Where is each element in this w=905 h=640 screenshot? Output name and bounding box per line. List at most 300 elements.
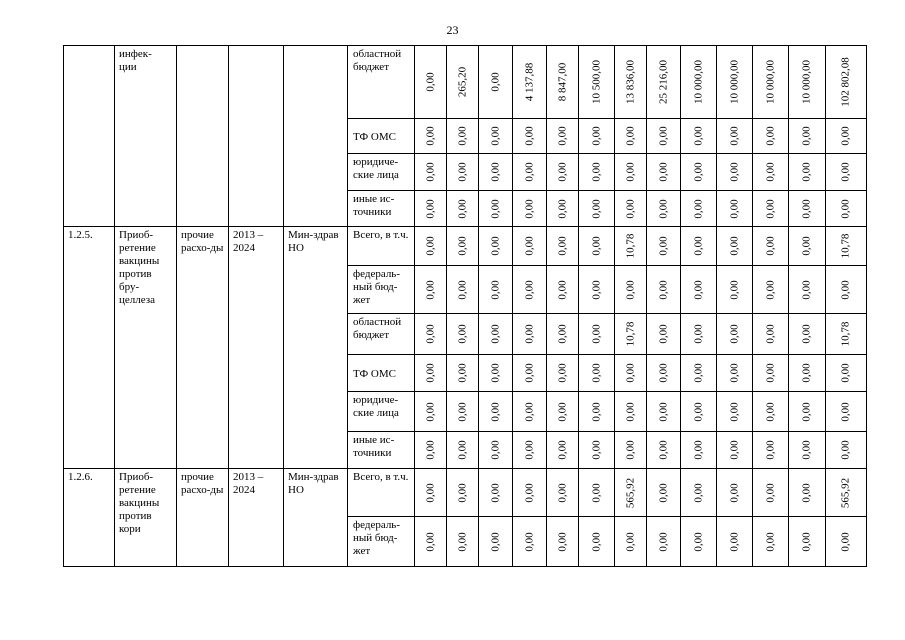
item-code: [64, 46, 115, 227]
value-text: 0,00: [800, 363, 813, 383]
value-text: 10 000,00: [764, 60, 776, 104]
value-cell: [415, 392, 447, 432]
value-text: 0,00: [424, 236, 436, 256]
funding-source: областной бюджет: [348, 46, 415, 119]
value-cell: [447, 314, 479, 355]
value-text: 0,00: [624, 440, 636, 460]
value-text: 0,00: [489, 401, 501, 422]
value-text: 10,78: [624, 233, 636, 259]
value-cell: [579, 154, 615, 191]
value-text: 0,00: [657, 531, 669, 552]
value-text: 0,00: [523, 126, 535, 146]
value-text: 0,00: [556, 363, 568, 383]
value-cell: [447, 266, 479, 314]
value-text: 0,00: [456, 324, 468, 344]
value-text: 0,00: [839, 363, 852, 383]
expense-type: [177, 46, 229, 227]
expense-type: прочие расхо-ды: [177, 469, 229, 567]
table-body: [64, 46, 867, 567]
value-cell: [513, 314, 547, 355]
value-text: 0,00: [764, 162, 776, 182]
value-cell: [789, 355, 826, 392]
value-cell: [513, 432, 547, 469]
value-cell: [479, 266, 513, 314]
value-cell: [826, 314, 867, 355]
value-cell: [647, 314, 681, 355]
value-text: 0,00: [728, 324, 740, 344]
funding-source: иные ис-точники: [348, 191, 415, 227]
value-text: 0,00: [590, 126, 602, 146]
value-text: 0,00: [556, 162, 568, 182]
value-cell: [447, 191, 479, 227]
value-text: 0,00: [692, 198, 704, 219]
value-cell: [513, 227, 547, 266]
value-cell: [647, 191, 681, 227]
value-text: 0,00: [590, 401, 602, 422]
value-text: 0,00: [692, 126, 704, 146]
value-text: 0,00: [624, 279, 636, 300]
value-cell: [579, 517, 615, 567]
value-cell: [789, 392, 826, 432]
value-cell: [479, 469, 513, 517]
value-cell: [447, 227, 479, 266]
value-text: 0,00: [839, 279, 852, 300]
value-text: 0,00: [590, 324, 602, 344]
value-cell: [415, 227, 447, 266]
value-text: 0,00: [764, 198, 776, 219]
value-cell: [579, 227, 615, 266]
value-text: 565,92: [624, 477, 636, 508]
value-cell: [826, 432, 867, 469]
value-text: 0,00: [523, 363, 535, 383]
value-text: 0,00: [839, 126, 852, 146]
value-cell: [753, 432, 789, 469]
item-name: инфек- ции: [115, 46, 177, 227]
value-cell: [717, 517, 753, 567]
funding-source: ТФ ОМС: [348, 355, 415, 392]
value-cell: [681, 314, 717, 355]
value-cell: [681, 46, 717, 119]
value-text: 0,00: [657, 363, 669, 383]
value-text: 0,00: [692, 531, 704, 552]
value-text: 0,00: [692, 363, 704, 383]
value-text: 0,00: [657, 236, 669, 256]
value-cell: [447, 469, 479, 517]
value-cell: [753, 46, 789, 119]
value-text: 0,00: [590, 482, 602, 503]
value-cell: [826, 266, 867, 314]
value-text: 0,00: [839, 531, 852, 552]
value-cell: [647, 469, 681, 517]
value-cell: [615, 314, 647, 355]
value-cell: [647, 154, 681, 191]
value-cell: [415, 46, 447, 119]
value-text: 0,00: [456, 198, 468, 219]
value-text: 0,00: [424, 198, 436, 219]
value-cell: [647, 517, 681, 567]
value-cell: [479, 432, 513, 469]
value-cell: [479, 154, 513, 191]
item-code: 1.2.5.: [64, 227, 115, 469]
value-text: 0,00: [424, 126, 436, 146]
value-text: 0,00: [839, 198, 852, 219]
value-cell: [717, 469, 753, 517]
value-cell: [547, 355, 579, 392]
value-cell: [579, 355, 615, 392]
value-text: 0,00: [523, 162, 535, 182]
value-cell: [479, 392, 513, 432]
value-cell: [479, 119, 513, 154]
value-cell: [447, 46, 479, 119]
value-text: 0,00: [764, 401, 776, 422]
value-text: 0,00: [424, 363, 436, 383]
value-text: 0,00: [657, 126, 669, 146]
value-text: 0,00: [556, 531, 568, 552]
value-text: 0,00: [800, 162, 813, 182]
item-name: Приоб-ретение вакцины против кори: [115, 469, 177, 567]
value-text: 0,00: [523, 324, 535, 344]
value-cell: [647, 227, 681, 266]
value-cell: [753, 314, 789, 355]
value-text: 0,00: [800, 279, 813, 300]
value-cell: [513, 355, 547, 392]
value-cell: [513, 119, 547, 154]
value-text: 0,00: [728, 126, 740, 146]
value-text: 0,00: [424, 440, 436, 460]
value-text: 0,00: [764, 531, 776, 552]
value-text: 0,00: [800, 198, 813, 219]
value-text: 0,00: [728, 531, 740, 552]
value-text: 0,00: [692, 236, 704, 256]
value-text: 0,00: [489, 279, 501, 300]
value-text: 0,00: [523, 401, 535, 422]
value-cell: [579, 191, 615, 227]
value-cell: [447, 355, 479, 392]
page-number: 23: [446, 23, 459, 37]
value-text: 0,00: [489, 198, 501, 219]
value-cell: [789, 517, 826, 567]
value-cell: [513, 191, 547, 227]
value-text: 0,00: [657, 324, 669, 344]
value-text: 0,00: [728, 440, 740, 460]
value-cell: [647, 119, 681, 154]
executor: Мин-здрав НО: [284, 227, 348, 469]
value-cell: [789, 314, 826, 355]
value-text: 0,00: [556, 324, 568, 344]
funding-source: федераль-ный бюд-жет: [348, 517, 415, 567]
value-cell: [415, 314, 447, 355]
value-cell: [789, 46, 826, 119]
value-cell: [647, 46, 681, 119]
value-text: 25 216,00: [657, 60, 669, 104]
period: [229, 46, 284, 227]
value-cell: [753, 119, 789, 154]
value-cell: [753, 266, 789, 314]
value-cell: [513, 266, 547, 314]
value-text: 0,00: [556, 198, 568, 219]
value-cell: [547, 266, 579, 314]
value-cell: [547, 191, 579, 227]
value-text: 0,00: [728, 236, 740, 256]
value-cell: [826, 191, 867, 227]
funding-source: иные ис-точники: [348, 432, 415, 469]
value-text: 0,00: [657, 198, 669, 219]
funding-source: ТФ ОМС: [348, 119, 415, 154]
value-cell: [615, 469, 647, 517]
funding-source: юридиче-ские лица: [348, 392, 415, 432]
value-cell: [415, 469, 447, 517]
value-text: 0,00: [489, 236, 501, 256]
value-cell: [615, 46, 647, 119]
table-row: [64, 227, 867, 266]
value-text: 0,00: [424, 324, 436, 344]
value-cell: [789, 191, 826, 227]
value-cell: [681, 119, 717, 154]
value-text: 0,00: [728, 162, 740, 182]
value-text: 0,00: [624, 162, 636, 182]
value-cell: [647, 355, 681, 392]
value-cell: [547, 119, 579, 154]
value-text: 0,00: [424, 482, 436, 503]
value-text: 8 847,00: [556, 62, 568, 102]
value-cell: [415, 191, 447, 227]
value-cell: [789, 154, 826, 191]
value-text: 0,00: [728, 482, 740, 503]
value-cell: [547, 517, 579, 567]
value-cell: [579, 469, 615, 517]
value-text: 0,00: [523, 198, 535, 219]
value-cell: [547, 432, 579, 469]
value-cell: [826, 517, 867, 567]
value-text: 0,00: [590, 531, 602, 552]
value-text: 0,00: [424, 72, 436, 92]
value-cell: [447, 392, 479, 432]
value-text: 0,00: [800, 482, 813, 503]
value-text: 0,00: [523, 440, 535, 460]
value-cell: [717, 314, 753, 355]
value-cell: [615, 432, 647, 469]
value-text: 0,00: [692, 401, 704, 422]
value-cell: [789, 469, 826, 517]
value-cell: [826, 392, 867, 432]
value-cell: [513, 46, 547, 119]
value-text: 0,00: [523, 531, 535, 552]
value-text: 0,00: [657, 401, 669, 422]
value-cell: [753, 355, 789, 392]
value-cell: [717, 119, 753, 154]
value-cell: [789, 227, 826, 266]
value-cell: [681, 469, 717, 517]
value-text: 0,00: [489, 482, 501, 503]
value-text: 10 500,00: [590, 60, 602, 104]
value-text: 0,00: [692, 162, 704, 182]
value-text: 0,00: [456, 482, 468, 503]
value-text: 0,00: [556, 440, 568, 460]
value-cell: [681, 191, 717, 227]
value-cell: [615, 191, 647, 227]
value-cell: [579, 119, 615, 154]
value-text: 0,00: [456, 440, 468, 460]
value-text: 0,00: [657, 279, 669, 300]
value-text: 0,00: [800, 440, 813, 460]
value-cell: [513, 392, 547, 432]
value-cell: [579, 46, 615, 119]
value-text: 10,78: [839, 321, 852, 347]
value-text: 10,78: [624, 321, 636, 347]
value-text: 0,00: [839, 440, 852, 460]
item-code: 1.2.6.: [64, 469, 115, 567]
value-text: 0,00: [800, 236, 813, 256]
value-cell: [479, 227, 513, 266]
value-text: 0,00: [800, 324, 813, 344]
value-text: 265,20: [456, 66, 468, 98]
value-text: 0,00: [590, 279, 602, 300]
executor: [284, 46, 348, 227]
value-cell: [513, 469, 547, 517]
value-text: 0,00: [456, 162, 468, 182]
value-text: 0,00: [424, 531, 436, 552]
value-cell: [579, 392, 615, 432]
value-text: 0,00: [489, 162, 501, 182]
value-cell: [447, 154, 479, 191]
value-text: 0,00: [764, 440, 776, 460]
value-text: 0,00: [590, 440, 602, 460]
value-cell: [547, 469, 579, 517]
value-text: 0,00: [556, 126, 568, 146]
value-text: 0,00: [523, 279, 535, 300]
value-cell: [447, 119, 479, 154]
value-cell: [547, 154, 579, 191]
value-text: 0,00: [624, 363, 636, 383]
value-text: 0,00: [839, 401, 852, 422]
value-text: 0,00: [590, 363, 602, 383]
value-text: 102 802,08: [839, 57, 852, 107]
value-cell: [681, 355, 717, 392]
value-text: 0,00: [624, 126, 636, 146]
value-cell: [615, 392, 647, 432]
value-text: 0,00: [456, 126, 468, 146]
value-cell: [681, 227, 717, 266]
value-text: 0,00: [456, 401, 468, 422]
value-text: 0,00: [764, 126, 776, 146]
funding-source: Всего, в т.ч.: [348, 227, 415, 266]
value-text: 0,00: [556, 482, 568, 503]
value-text: 0,00: [489, 531, 501, 552]
value-cell: [789, 432, 826, 469]
value-text: 0,00: [556, 236, 568, 256]
value-text: 10 000,00: [692, 60, 704, 104]
value-text: 0,00: [657, 162, 669, 182]
value-cell: [681, 266, 717, 314]
value-cell: [479, 314, 513, 355]
value-text: 0,00: [424, 401, 436, 422]
value-cell: [647, 432, 681, 469]
value-cell: [615, 355, 647, 392]
value-text: 0,00: [489, 126, 501, 146]
value-cell: [615, 154, 647, 191]
item-name: Приоб-ретение вакцины против бру-целлеза: [115, 227, 177, 469]
value-cell: [789, 119, 826, 154]
value-cell: [447, 432, 479, 469]
value-cell: [579, 314, 615, 355]
value-text: 0,00: [489, 72, 501, 92]
value-cell: [479, 355, 513, 392]
value-cell: [615, 517, 647, 567]
value-cell: [415, 517, 447, 567]
value-cell: [681, 517, 717, 567]
value-cell: [547, 227, 579, 266]
value-cell: [717, 191, 753, 227]
expense-type: прочие расхо-ды: [177, 227, 229, 469]
value-cell: [753, 392, 789, 432]
value-cell: [415, 154, 447, 191]
table-row: [64, 46, 867, 119]
value-cell: [717, 392, 753, 432]
value-text: 0,00: [764, 482, 776, 503]
funding-source: юридиче-ские лица: [348, 154, 415, 191]
value-text: 0,00: [692, 324, 704, 344]
value-cell: [415, 119, 447, 154]
value-text: 0,00: [456, 279, 468, 300]
value-cell: [753, 191, 789, 227]
value-text: 0,00: [456, 363, 468, 383]
value-text: 0,00: [456, 236, 468, 256]
value-cell: [753, 517, 789, 567]
value-text: 0,00: [800, 401, 813, 422]
value-cell: [826, 154, 867, 191]
value-text: 0,00: [728, 198, 740, 219]
value-text: 0,00: [590, 236, 602, 256]
value-cell: [415, 432, 447, 469]
value-cell: [681, 432, 717, 469]
value-cell: [753, 154, 789, 191]
value-cell: [717, 46, 753, 119]
value-cell: [681, 392, 717, 432]
value-cell: [479, 46, 513, 119]
value-cell: [789, 266, 826, 314]
budget-table: [63, 45, 867, 567]
value-text: 0,00: [624, 198, 636, 219]
value-text: 0,00: [764, 363, 776, 383]
value-text: 0,00: [692, 482, 704, 503]
value-text: 0,00: [657, 440, 669, 460]
value-text: 0,00: [728, 279, 740, 300]
value-cell: [479, 191, 513, 227]
value-text: 0,00: [728, 401, 740, 422]
value-text: 0,00: [624, 531, 636, 552]
value-text: 0,00: [764, 279, 776, 300]
value-cell: [717, 266, 753, 314]
value-text: 0,00: [523, 482, 535, 503]
value-cell: [717, 355, 753, 392]
value-cell: [826, 469, 867, 517]
value-text: 0,00: [424, 279, 436, 300]
funding-source: федераль-ный бюд-жет: [348, 266, 415, 314]
value-cell: [615, 119, 647, 154]
value-cell: [615, 227, 647, 266]
value-cell: [547, 46, 579, 119]
value-cell: [415, 266, 447, 314]
value-text: 0,00: [424, 162, 436, 182]
executor: Мин-здрав НО: [284, 469, 348, 567]
value-cell: [579, 432, 615, 469]
value-text: 0,00: [728, 363, 740, 383]
value-cell: [615, 266, 647, 314]
value-text: 10,78: [839, 233, 852, 259]
value-cell: [647, 266, 681, 314]
value-cell: [415, 355, 447, 392]
value-text: 0,00: [489, 363, 501, 383]
